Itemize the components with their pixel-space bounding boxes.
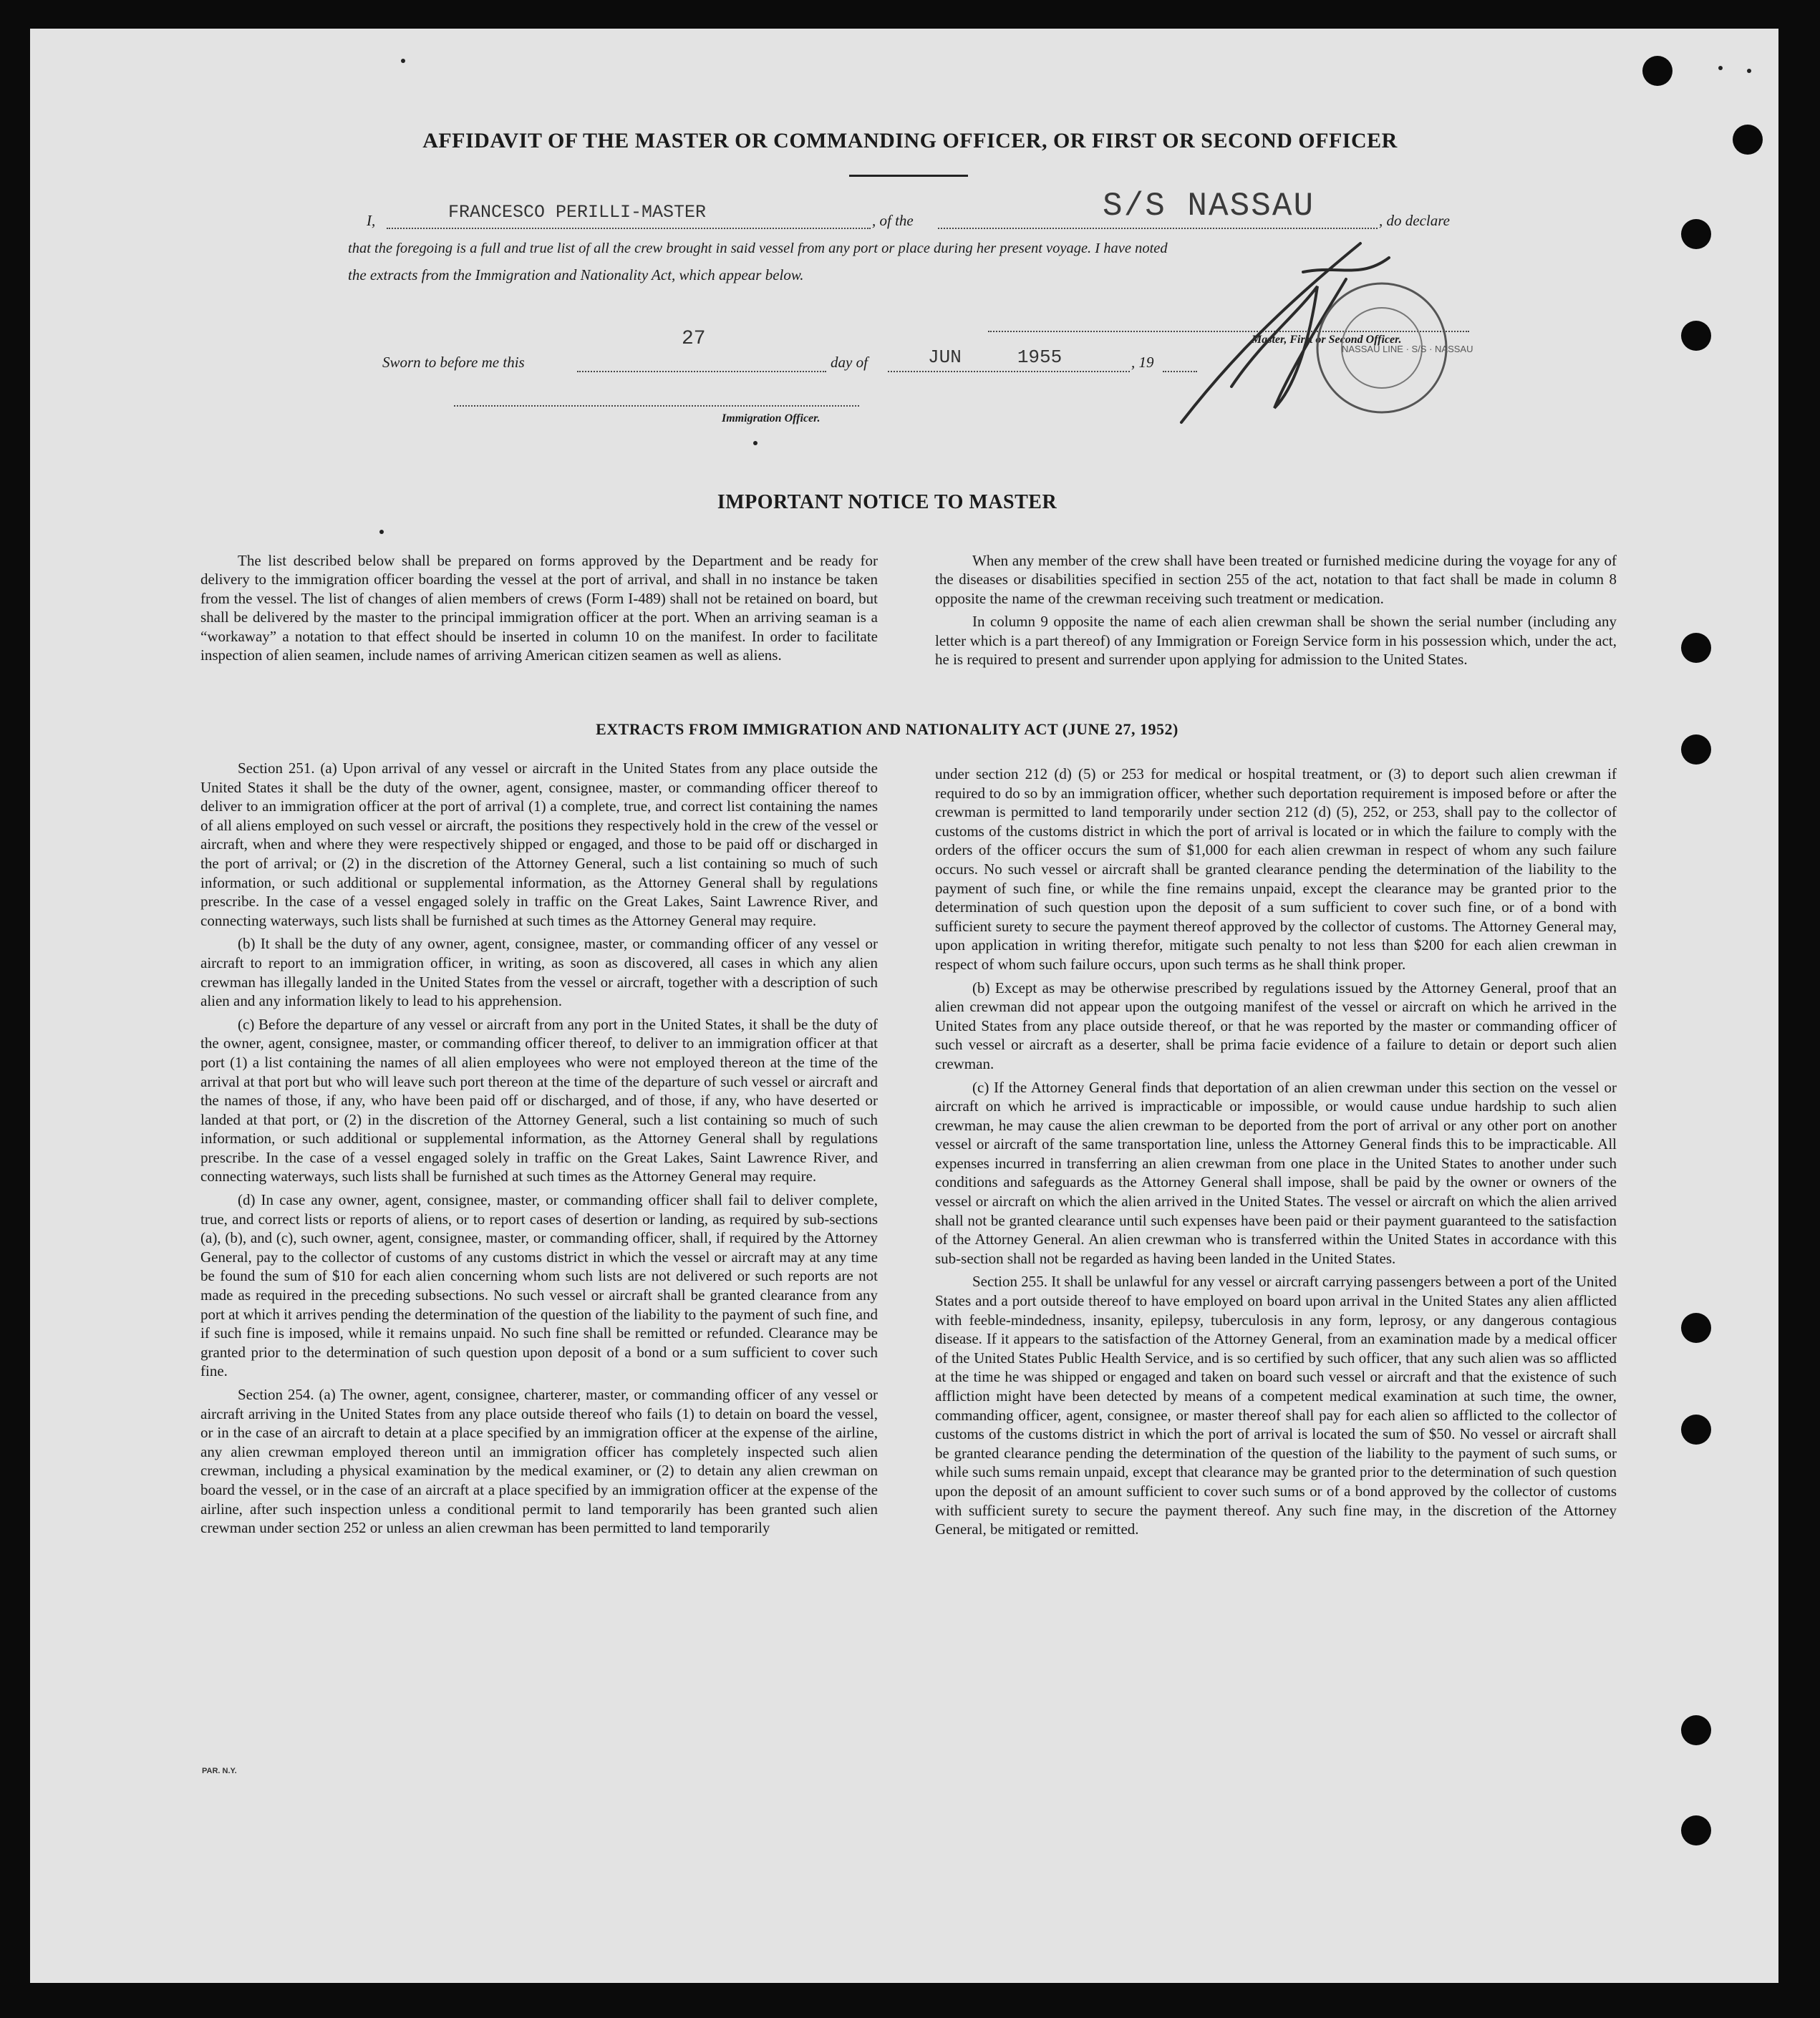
section-paragraph: (c) If the Attorney General finds that deportation of an alien crewman under this section on the vessel or aircraft on which he arrived is impracticable or impossible, or would cause undue hardship to such alien crewman, he may cause the alien crewman to be deported from the port of arrival or any other port on another vessel or aircraft of the same transportation line, unless the Attorney General finds this to be impracticable. All expenses incurred in transferring an alien crewman from one place in the United States to another under such conditions and safeguards as the Attorney General shall impose, shall be paid by the owner or owners of the vessel or aircraft on which the alien arrived in the United States. The vessel or aircraft on which the alien arrived shall not be granted clearance until such expenses have been paid or their payment guaranteed to the satisfaction of the Attorney General. An alien crewman who is transferred within the United States in accordance with this sub-section shall not be regarded as having been landed in the United States. <box>935 1078 1617 1267</box>
specks <box>379 530 384 534</box>
section-paragraph: Section 255. It shall be unlawful for any vessel or aircraft carrying passengers between a port of the United States and a port outside thereof to have employed on board upon arrival in the United States any alien afflicted with feeble-mindedness, insanity, epilepsy, tuberculosis in any form, leprosy, or any dangerous contagious disease. If it appears to the satisfaction of the Attorney General, from an examination made by a medical officer of the United States Public Health Service, and is so certified by such officer, that any such alien was so afflicted at the time he was shipped or engaged and taken on board such vessel or aircraft and that the existence of such affliction might have been detected by means of a competent medical examination at such time, the owner, commanding officer, agent, consignee, or master thereof shall pay for each alien so afflicted to the collector of customs of the customs district in which the port of arrival is located the sum of $50. No vessel or aircraft shall be granted clearance pending the determination of the question of the liability to the payment of such sums, or while such sums remain unpaid, except that clearance may be granted prior to the determination of such question upon the deposit of an amount sufficient to cover such sums or of a bond approved by the collector of customs with sufficient surety to secure the payment thereof. Any such fine may, in the discretion of the Attorney General, be mitigated or remitted. <box>935 1273 1617 1538</box>
binder-hole <box>1681 734 1711 765</box>
notice-paragraph: In column 9 opposite the name of each alien crewman shall be shown the serial number (including any letter which is a part thereof) of any Immigration or Foreign Service form in his possession which, under the act, he is required to present and surrender upon applying for admission to the United States. <box>935 613 1617 669</box>
specks <box>1747 69 1751 73</box>
officer-caption: Immigration Officer. <box>722 412 821 425</box>
section-paragraph: Section 251. (a) Upon arrival of any vessel or aircraft in the United States from any place outside the United States it shall be the duty of the owner, agent, consignee, master, or commanding officer thereof to deliver to an immigration officer at the port of arrival (1) a complete, true, and correct list containing the names of all aliens employed on such vessel or aircraft, the positions they respectively hold in the crew of the vessel or aircraft, when and where they were respectively shipped or engaged, and those to be paid off or discharged in the port of arrival; or (2) in the discretion of the Attorney General, such a list containing so much of such information, or such additional or supplemental information, as the Attorney General shall by regulations prescribe. In the case of a vessel engaged solely in traffic on the Great Lakes, Saint Lawrence River, and connecting waterways, such lists shall be furnished at such times as the Attorney General may require. <box>200 760 878 929</box>
notice-left-column <box>200 551 878 669</box>
vessel-name-stamp: S/S NASSAU <box>1103 188 1315 225</box>
month-blank <box>888 371 1130 372</box>
declaration-line: that the foregoing is a full and true list of all the crew brought in said vessel from any port or place during her present voyage. I have noted <box>348 241 1168 256</box>
day-blank <box>577 371 826 372</box>
section-paragraph: (d) In case any owner, agent, consignee, master, or commanding officer shall fail to deliver complete, true, and correct lists or reports of aliens, or to report cases of desertion or landing, as required by sub-sections (a), (b), and (c), such owner, agent, consignee, master, or commanding officer, shall, if required by the Attorney General, pay to the collector of customs of any customs district in which the vessel or aircraft may at any time be found the sum of $10 for each alien concerning whom such lists are not delivered or such reports are not made as required in the preceding subsections. No such vessel or aircraft shall be granted clearance from any port at which it arrives pending the determination of the question of the liability to the payment of such fine, and if such fine is imposed, while it remains unpaid. No such fine shall be remitted or refunded. Clearance may be granted prior to the determination of such question upon deposit of a bond or a sum sufficient to cover such fine. <box>200 1191 878 1380</box>
specks <box>753 441 757 445</box>
extracts-title: EXTRACTS FROM IMMIGRATION AND NATIONALITY ACT (JUNE 27, 1952) <box>596 720 1178 738</box>
notice-right-column <box>935 551 1617 673</box>
section-paragraph: (c) Before the departure of any vessel or aircraft from any port in the United States, it shall be the duty of the owner, agent, consignee, master, or commanding officer thereof, to deliver to an immigration officer at that port (1) a list containing the names of all alien employees who were not employed thereon at the time of the arrival at that port but who will leave such port thereon at the time of the departure of such vessel or aircraft and the names of those, if any, who have been paid off or discharged, and of those, if any, who have deserted or landed at that port, or (2) in the discretion of the Attorney General, such a list containing so much of such information, or such additional or supplemental information, as the Attorney General shall by regulations prescribe. In the case of a vessel engaged solely in traffic on the Great Lakes, Saint Lawrence River, and connecting waterways, such lists shall be furnished at such times as the Attorney General may require. <box>200 1015 878 1185</box>
specks <box>1718 66 1723 70</box>
i-label: I, <box>367 212 376 229</box>
year-prefix: , 19 <box>1131 354 1154 371</box>
binder-hole <box>1681 321 1711 351</box>
signature-caption: Master, First or Second Officer. <box>1252 334 1402 346</box>
specks <box>401 59 405 63</box>
affidavit-title: AFFIDAVIT OF THE MASTER OR COMMANDING OFFICER, OR FIRST OR SECOND OFFICER <box>422 129 1398 152</box>
notice-paragraph: When any member of the crew shall have been treated or furnished medicine during the voyage for any of the diseases or disabilities specified in section 255 of the act, notation to that fact shall be made in column 8 opposite the name of the crewman receiving such treatment or medication. <box>935 552 1617 607</box>
title-divider <box>849 175 968 177</box>
extracts-right-column <box>935 765 1617 1543</box>
binder-hole <box>1642 56 1673 86</box>
notice-title: IMPORTANT NOTICE TO MASTER <box>717 491 1057 513</box>
name-blank <box>387 228 871 229</box>
day-of-label: day of <box>831 354 868 371</box>
sworn-day: 27 <box>682 328 706 350</box>
officer-blank <box>454 405 859 407</box>
binder-hole <box>1681 1715 1711 1745</box>
notice-paragraph: The list described below shall be prepared on forms approved by the Department and be ready for delivery to the immigration officer boarding the vessel at the port of arrival, and shall in no instance be taken from the vessel. The list of changes of alien members of crews (Form I-489) shall not be retained on board, but shall be delivered by the master to the principal immigration officer at the port. When an arriving seaman is a “workaway” a notation to that effect should be inserted in column 10 on the manifest. In order to facilitate inspection of alien seamen, include names of arriving American citizen seamen as well as aliens. <box>200 552 878 664</box>
master-name: FRANCESCO PERILLI-MASTER <box>448 202 707 223</box>
of-the-label: , of the <box>872 212 914 229</box>
binder-hole <box>1681 1415 1711 1445</box>
do-declare-label: , do declare <box>1379 212 1450 229</box>
section-paragraph: Section 254. (a) The owner, agent, consignee, charterer, master, or commanding officer of any vessel or aircraft arriving in the United States from any place outside thereof who fails (1) to detain on board the vessel, or in the case of an aircraft to detain at a place specified by an immigration officer at the expense of the airline, any alien crewman employed thereon until an immigration officer has completely inspected such alien crewman, including a physical examination by the medical examiner, or (2) to detain any alien crewman on board the vessel, or in the case of an aircraft at a place specified by an immigration officer at the expense of the airline, after such inspection unless a conditional permit to land temporarily has been granted such alien crewman under section 252 or unless an alien crewman has been permitted to land temporarily <box>200 1386 878 1537</box>
binder-hole <box>1681 1815 1711 1845</box>
section-paragraph: under section 212 (d) (5) or 253 for medical or hospital treatment, or (3) to deport such alien crewman if required to do so by an immigration officer, whether such deportation requirement is imposed before or after the crewman is permitted to land temporarily under section 212 (d) (5), 252, or 253, shall pay to the collector of customs of the customs district in which the port of arrival is located or in which the failure to comply with the orders of the officer occurs the sum of $1,000 for each alien crewman in respect of whom any such failure occurs. No such vessel or aircraft shall be granted clearance pending the determination of the liability to the payment of such fine, or while the fine remains unpaid, except the clearance may be granted prior to the determination of such question upon the deposit of a sum sufficient to cover such fine, or of a bond with sufficient surety to secure the payment thereof approved by the collector of customs. The Attorney General may, upon application in writing therefor, mitigate such penalty to not less than $200 for each alien crewman in respect of whom such failure occurs, upon such terms as he shall think proper. <box>935 765 1617 973</box>
stamp-text: NASSAU LINE · S/S · NASSAU <box>1342 344 1473 354</box>
binder-hole <box>1681 1313 1711 1343</box>
sworn-label: Sworn to before me this <box>382 354 525 371</box>
extracts-left-column <box>200 759 878 1542</box>
binder-hole <box>1681 633 1711 663</box>
printer-mark: PAR. N.Y. <box>202 1767 237 1775</box>
section-paragraph: (b) It shall be the duty of any owner, agent, consignee, master, or commanding officer of any vessel or aircraft to report to an immigration officer, in writing, as soon as discovered, all cases in which any alien crewman has illegally landed in the United States from the vessel or aircraft, together with a description of such alien and any information likely to lead to his apprehension. <box>200 935 878 1010</box>
ship-stamp <box>1310 276 1473 419</box>
sworn-month-year: JUN 1955 <box>928 346 1063 368</box>
binder-hole <box>1681 219 1711 249</box>
declaration-line: the extracts from the Immigration and Nationality Act, which appear below. <box>348 266 804 283</box>
section-paragraph: (b) Except as may be otherwise prescribed by regulations issued by the Attorney General, proof that an alien crewman did not appear upon the outgoing manifest of the vessel or aircraft on which he arrived in the United States from any place outside thereof, or that he was reported by the master or commanding officer of such vessel or aircraft as a deserter, shall be prima facie evidence of a failure to detain or deport such alien crewman. <box>935 979 1617 1072</box>
